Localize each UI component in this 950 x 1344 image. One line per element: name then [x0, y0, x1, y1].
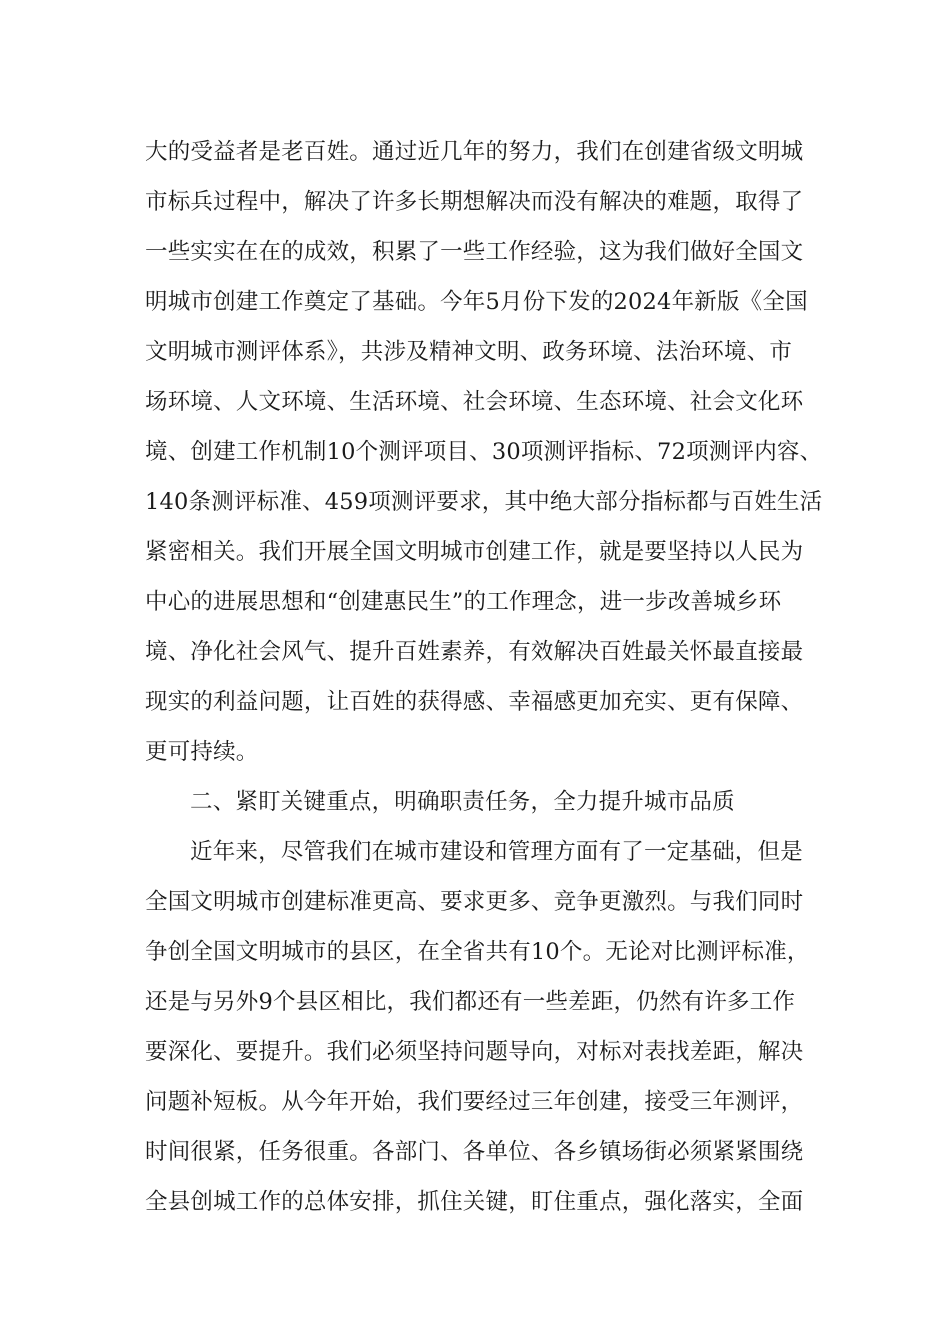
- body-line: 文明城市测评体系》，共涉及精神文明、政务环境、法治环境、市: [145, 339, 793, 365]
- body-line: 时间很紧，任务很重。各部门、各单位、各乡镇场街必须紧紧围绕: [145, 1139, 804, 1165]
- body-line: 全县创城工作的总体安排，抓住关键，盯住重点，强化落实，全面: [145, 1189, 804, 1215]
- body-line: 市标兵过程中，解决了许多长期想解决而没有解决的难题，取得了: [145, 189, 804, 215]
- body-line: 中心的进展思想和“创建惠民生”的工作理念，进一步改善城乡环: [145, 589, 782, 615]
- body-line: 明城市创建工作奠定了基础。今年5月份下发的2024年新版《全国: [145, 289, 808, 315]
- body-line: 场环境、人文环境、生活环境、社会环境、生态环境、社会文化环: [145, 389, 804, 415]
- body-line: 更可持续。: [145, 739, 259, 765]
- document-body: [145, 130, 825, 1230]
- section-heading: 二、紧盯关键重点，明确职责任务，全力提升城市品质: [190, 789, 735, 815]
- body-line: 争创全国文明城市的县区，在全省共有10个。无论对比测评标准，: [145, 939, 810, 965]
- body-line: 还是与另外9个县区相比，我们都还有一些差距，仍然有许多工作: [145, 989, 796, 1015]
- body-line: 全国文明城市创建标准更高、要求更多、竞争更激烈。与我们同时: [145, 889, 804, 915]
- body-line: 境、创建工作机制10个测评项目、30项测评指标、72项测评内容、: [145, 439, 823, 465]
- body-line: 问题补短板。从今年开始，我们要经过三年创建，接受三年测评，: [145, 1089, 804, 1115]
- body-line: 要深化、要提升。我们必须坚持问题导向，对标对表找差距，解决: [145, 1039, 804, 1065]
- body-line: 境、净化社会风气、提升百姓素养，有效解决百姓最关怀最直接最: [145, 639, 804, 665]
- body-line: 一些实实在在的成效，积累了一些工作经验，这为我们做好全国文: [145, 239, 804, 265]
- paragraph-first-line: 近年来，尽管我们在城市建设和管理方面有了一定基础，但是: [190, 839, 803, 865]
- body-line: 现实的利益问题，让百姓的获得感、幸福感更加充实、更有保障、: [145, 689, 804, 715]
- body-line: 140条测评标准、459项测评要求，其中绝大部分指标都与百姓生活: [145, 489, 823, 515]
- body-line: 大的受益者是老百姓。通过近几年的努力，我们在创建省级文明城: [145, 139, 804, 165]
- body-line: 紧密相关。我们开展全国文明城市创建工作，就是要坚持以人民为: [145, 539, 804, 565]
